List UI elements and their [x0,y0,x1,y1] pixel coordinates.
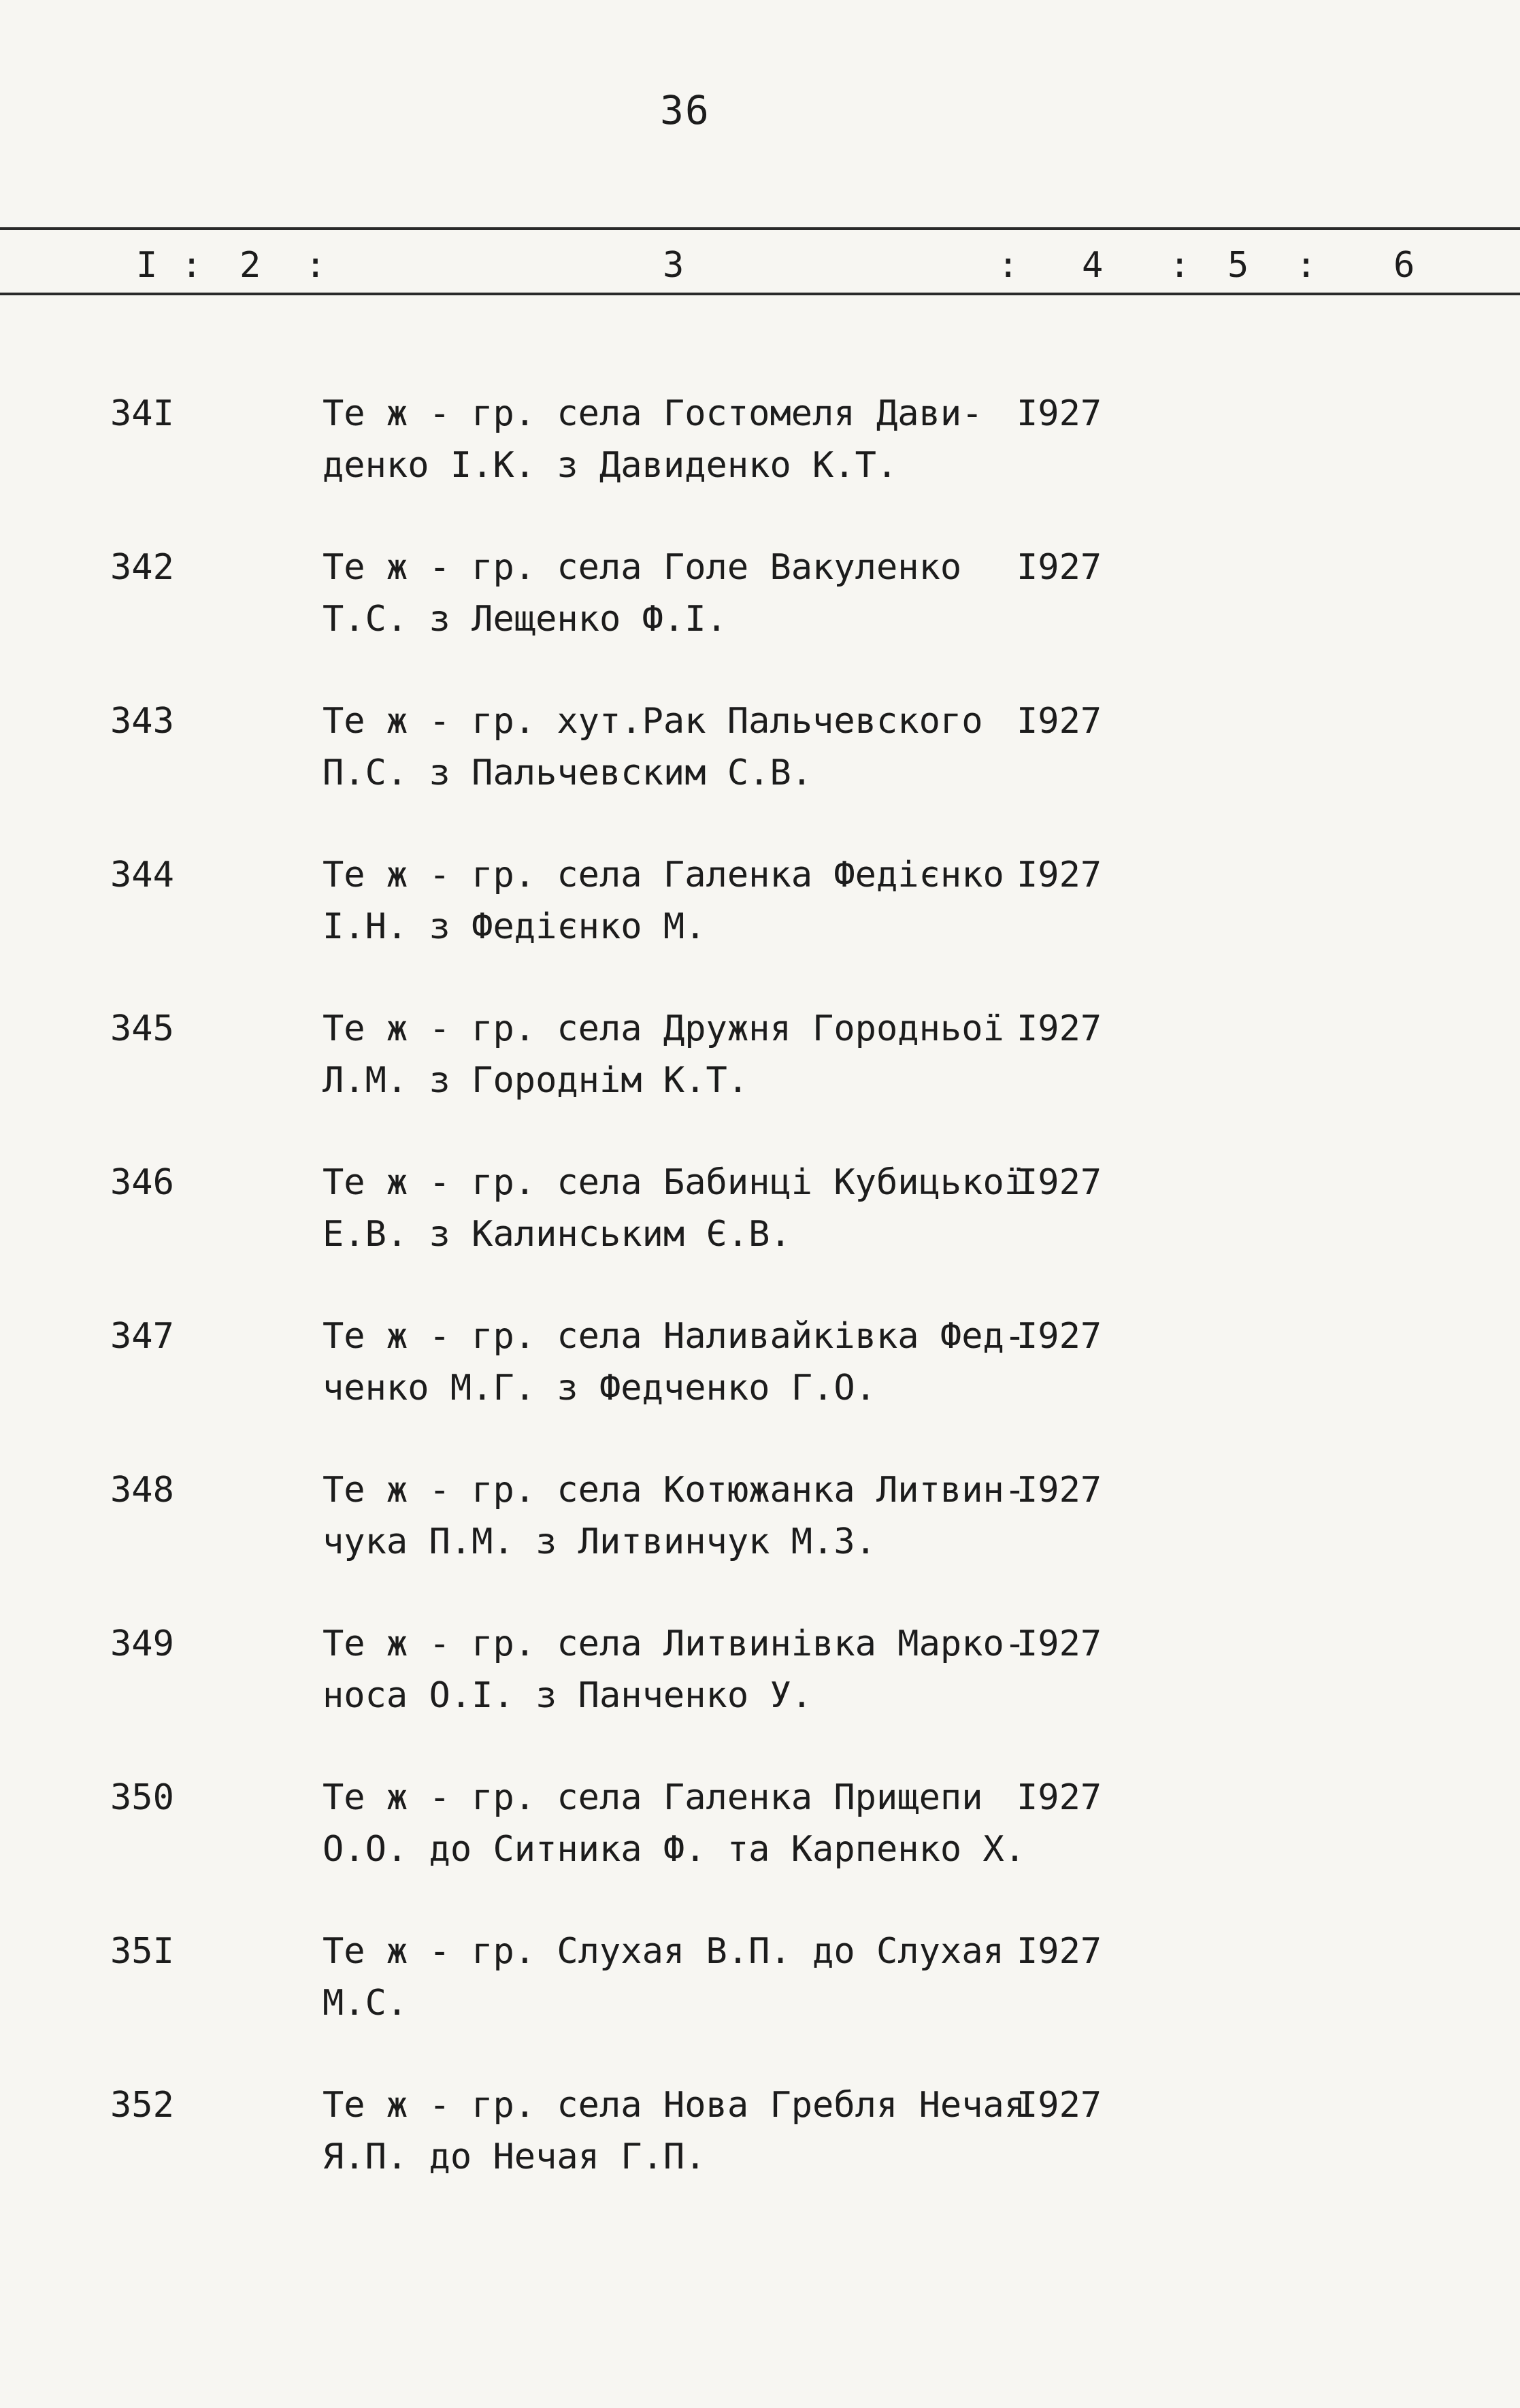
table-row [0,1310,1520,1447]
col-header-4: 4 [1082,245,1104,286]
entry-description [323,1310,1025,1414]
entry-number: 347 [110,1316,174,1357]
entry-line-1: Те ж - гр. села Наливайківка Фед- [323,1316,1026,1357]
entry-line-2: чука П.М. з Литвинчук М.З. [323,1521,876,1562]
entry-line-1: Те ж - гр. села Галенка Прищепи [323,1777,983,1818]
entry-description [323,1926,1004,2029]
entry-line-2: Я.П. до Нечая Г.П. [323,2137,706,2177]
table-row [0,1618,1520,1754]
entry-line-2: М.С. [323,1983,408,2024]
entry-description [323,849,1004,953]
entry-year: I927 [1017,1623,1102,1664]
entry-number: 343 [110,701,174,742]
entry-number: 34I [110,393,174,434]
col-header-1: I [136,245,158,286]
entry-number: 342 [110,547,174,588]
entry-number: 349 [110,1623,174,1664]
entry-year: I927 [1017,1162,1102,1203]
entry-description [323,388,983,491]
entry-line-1: Те ж - гр. села Голе Вакуленко [323,547,962,588]
entry-line-2: денко I.К. з Давиденко К.Т. [323,445,898,486]
table-row [0,2079,1520,2215]
entry-year: I927 [1017,701,1102,742]
header-rule-bottom [0,293,1520,295]
entry-line-2: Т.С. з Лещенко Ф.I. [323,599,727,640]
col-separator: : [1295,245,1317,286]
entry-line-2: Е.В. з Калинським Є.В. [323,1214,791,1255]
entry-line-1: Те ж - гр. села Литвинівка Марко- [323,1623,1026,1664]
entry-year: I927 [1017,1470,1102,1511]
entry-description [323,542,961,645]
entry-number: 348 [110,1470,174,1511]
entry-description [323,695,983,799]
entry-line-1: Те ж - гр. села Котюжанка Литвин- [323,1470,1026,1511]
entry-description [323,1464,1025,1568]
col-header-2: 2 [239,245,261,286]
col-header-6: 6 [1393,245,1415,286]
col-header-5: 5 [1227,245,1249,286]
col-separator: : [997,245,1019,286]
entry-year: I927 [1017,1008,1102,1049]
table-row [0,388,1520,524]
entry-year: I927 [1017,1931,1102,1972]
entry-description [323,1772,1025,1875]
entry-line-2: I.Н. з Федієнко М. [323,906,706,947]
entry-line-2: носа О.I. з Панченко У. [323,1675,813,1716]
entry-line-2: П.С. з Пальчевским С.В. [323,753,813,793]
entry-year: I927 [1017,393,1102,434]
page-number: 36 [660,87,710,133]
table-row [0,849,1520,985]
entry-line-1: Те ж - гр. села Нова Гребля Нечая [323,2085,1026,2126]
table-row [0,1772,1520,1908]
col-separator: : [305,245,327,286]
entry-line-2: О.О. до Ситника Ф. та Карпенко Х. [323,1829,1026,1870]
table-row [0,542,1520,678]
entry-line-1: Те ж - гр. Слухая В.П. до Слухая [323,1931,1004,1972]
entry-number: 346 [110,1162,174,1203]
entry-year: I927 [1017,855,1102,895]
table-row [0,695,1520,831]
col-separator: : [1169,245,1191,286]
entry-line-1: Те ж - гр. села Дружня Городньої [323,1008,1004,1049]
col-separator: : [181,245,203,286]
entry-description [323,1157,1025,1260]
entry-line-1: Те ж - гр. хут.Рак Пальчевского [323,701,983,742]
col-header-3: 3 [663,245,684,286]
entry-description [323,2079,1025,2183]
table-row [0,1926,1520,2062]
entry-line-1: Те ж - гр. села Бабинці Кубицької [323,1162,1026,1203]
entry-description [323,1618,1025,1721]
entry-year: I927 [1017,547,1102,588]
entry-description [323,1003,1004,1106]
entry-number: 35I [110,1931,174,1972]
table-row [0,1157,1520,1293]
entry-number: 344 [110,855,174,895]
entry-number: 352 [110,2085,174,2126]
entry-year: I927 [1017,1777,1102,1818]
entry-year: I927 [1017,1316,1102,1357]
table-row [0,1003,1520,1139]
entry-number: 350 [110,1777,174,1818]
entry-line-2: Л.М. з Городнім К.Т. [323,1060,749,1101]
entry-year: I927 [1017,2085,1102,2126]
table-row [0,1464,1520,1600]
entry-line-1: Те ж - гр. села Гостомеля Дави- [323,393,983,434]
header-rule-top [0,227,1520,230]
entry-number: 345 [110,1008,174,1049]
entry-line-2: ченко М.Г. з Федченко Г.О. [323,1368,876,1408]
entry-line-1: Те ж - гр. села Галенка Федієнко [323,855,1004,895]
